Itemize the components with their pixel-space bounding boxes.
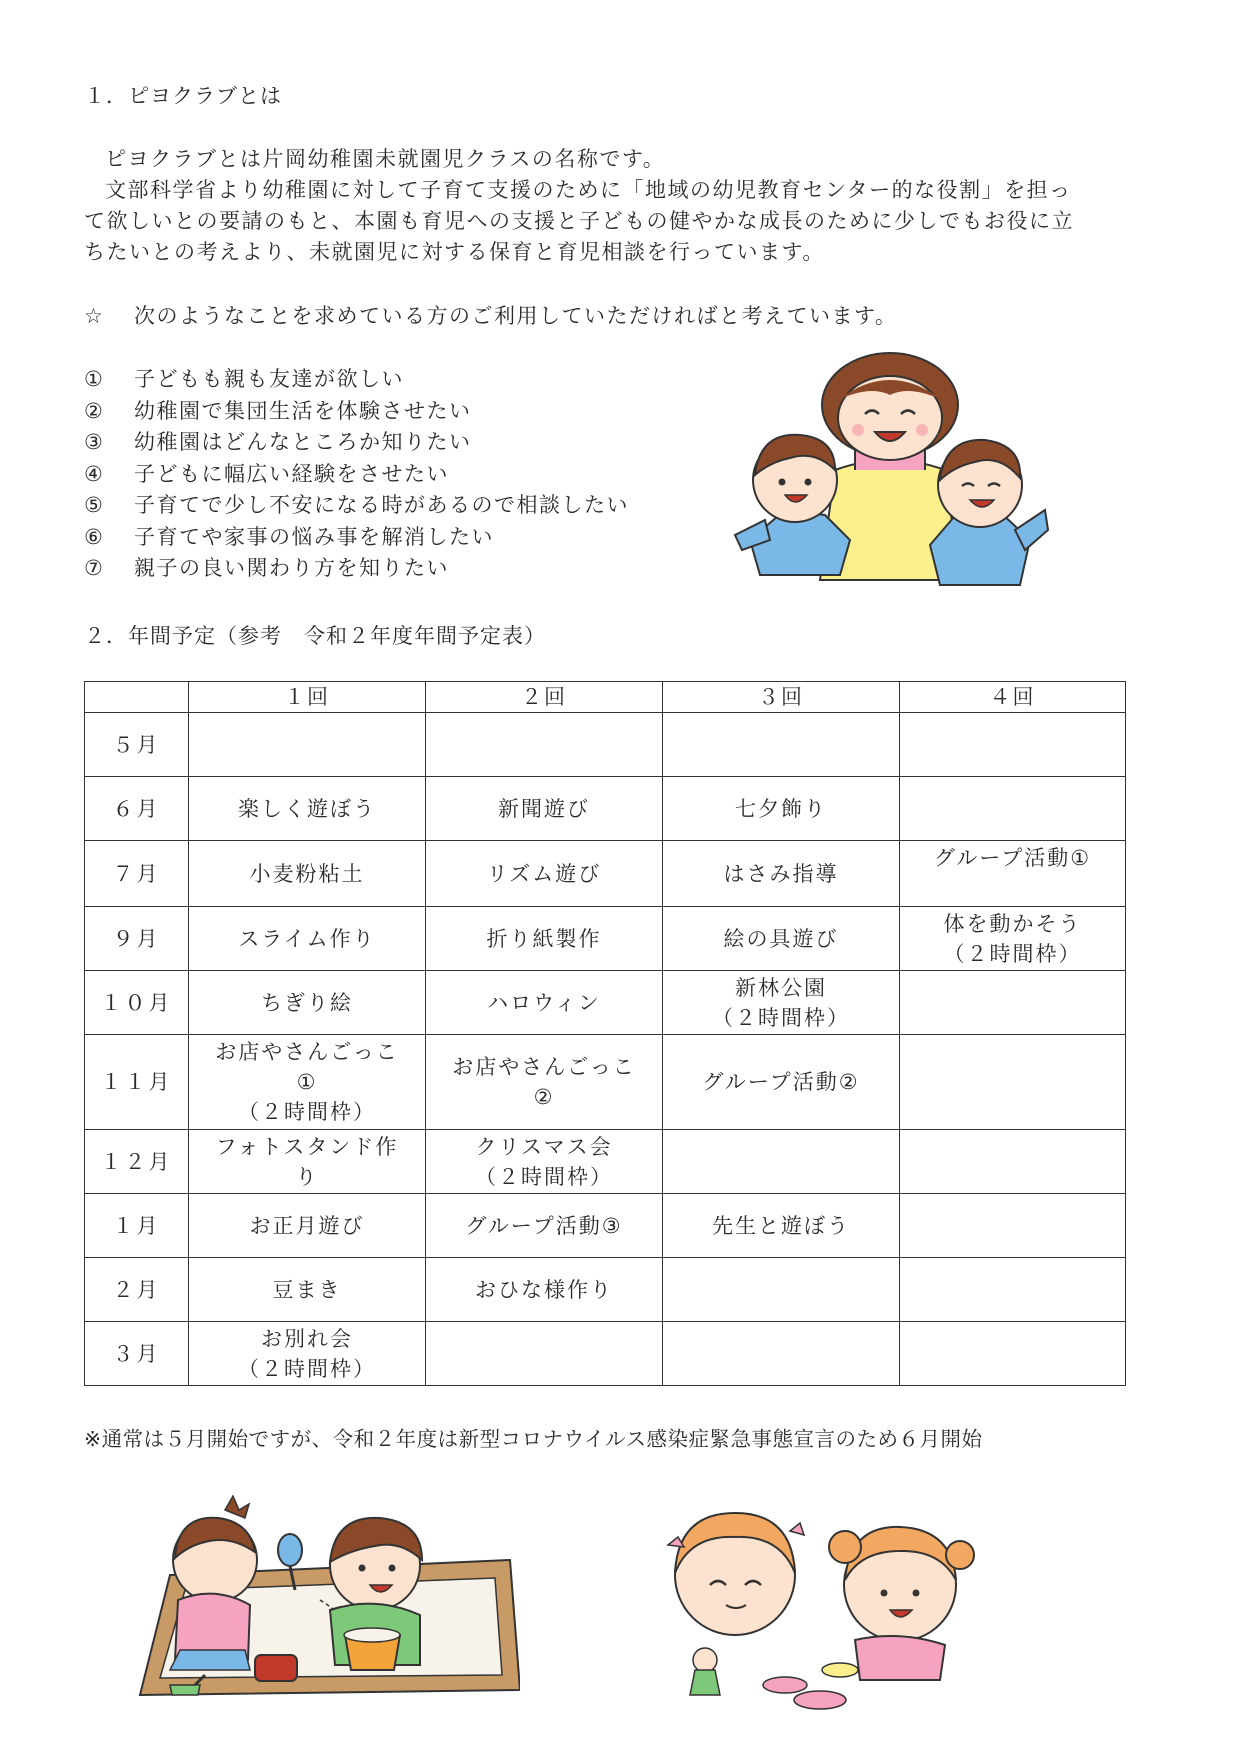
list-item	[84, 522, 629, 554]
table-cell: クリスマス会 （２時間枠）	[426, 1130, 663, 1194]
intro-line: ちたいとの考えより、未就園児に対する保育と育児相談を行っています。	[84, 240, 825, 264]
section-1-heading: １．ピヨクラブとは	[84, 84, 282, 108]
table-cell: リズム遊び	[426, 841, 663, 907]
list-number: ⑥	[84, 524, 105, 549]
list-item	[84, 396, 629, 428]
list-number: ④	[84, 461, 105, 486]
intro-line: ピヨクラブとは片岡幼稚園未就園児クラスの名称です。	[105, 147, 666, 171]
table-row	[85, 713, 1126, 777]
section-2-heading: ２．年間予定（参考 令和２年度年間予定表）	[84, 624, 546, 648]
month-cell: ２月	[85, 1258, 189, 1322]
table-row	[85, 777, 1126, 841]
list-number: ③	[84, 430, 105, 454]
month-cell: １月	[85, 1194, 189, 1258]
table-cell: フォトスタンド作 り	[189, 1130, 426, 1194]
table-cell	[900, 971, 1126, 1035]
table-row	[85, 1035, 1126, 1130]
table-cell: おひな様作り	[426, 1258, 663, 1322]
table-cell	[900, 1194, 1126, 1258]
table-row	[85, 1130, 1126, 1194]
intro-paragraph	[84, 144, 1184, 268]
table-cell: ハロウィン	[426, 971, 663, 1035]
table-cell	[663, 1322, 900, 1386]
header-col-1: １回	[189, 682, 426, 713]
teacher-with-children-illustration	[730, 350, 1050, 620]
table-row	[85, 1194, 1126, 1258]
month-cell: ７月	[85, 841, 189, 907]
month-cell: １０月	[85, 971, 189, 1035]
table-row	[85, 841, 1126, 907]
star-line	[84, 300, 897, 330]
star-icon: ☆	[84, 304, 105, 328]
table-cell	[189, 713, 426, 777]
table-cell: 楽しく遊ぼう	[189, 777, 426, 841]
table-cell: 豆まき	[189, 1258, 426, 1322]
children-in-sandbox-illustration	[130, 1490, 520, 1710]
list-item	[84, 553, 629, 585]
table-row	[85, 971, 1126, 1035]
month-cell: ６月	[85, 777, 189, 841]
list-text: 子育てで少し不安になる時があるので相談したい	[134, 493, 629, 517]
table-cell: 体を動かそう （２時間枠）	[900, 907, 1126, 971]
table-cell: ちぎり絵	[189, 971, 426, 1035]
table-cell	[900, 777, 1126, 841]
table-cell: 小麦粉粘土	[189, 841, 426, 907]
table-cell: 新聞遊び	[426, 777, 663, 841]
list-text: 幼稚園で集団生活を体験させたい	[134, 398, 472, 423]
table-row	[85, 907, 1126, 971]
annual-schedule-table	[84, 681, 1126, 1386]
list-text: 幼稚園はどんなところか知りたい	[134, 430, 472, 454]
table-cell	[900, 713, 1126, 777]
table-cell: 新林公園 （２時間枠）	[663, 971, 900, 1035]
month-cell: ５月	[85, 713, 189, 777]
list-text: 子どもに幅広い経験をさせたい	[134, 461, 449, 486]
table-cell	[663, 713, 900, 777]
month-cell: １２月	[85, 1130, 189, 1194]
table-row	[85, 1258, 1126, 1322]
table-cell	[426, 1322, 663, 1386]
list-item	[84, 427, 629, 459]
intro-line: 文部科学省より幼稚園に対して子育て支援のために「地域の幼児教育センター的な役割」を担っ	[105, 178, 1072, 202]
table-cell: お店やさんごっこ ②	[426, 1035, 663, 1130]
header-blank	[85, 682, 189, 713]
header-col-2: ２回	[426, 682, 663, 713]
month-cell: ３月	[85, 1322, 189, 1386]
list-number: ⑦	[84, 556, 105, 580]
table-cell	[900, 1258, 1126, 1322]
header-col-3: ３回	[663, 682, 900, 713]
table-cell: スライム作り	[189, 907, 426, 971]
table-cell	[900, 1035, 1126, 1130]
list-number: ②	[84, 398, 105, 423]
table-cell	[663, 1130, 900, 1194]
table-cell	[900, 1322, 1126, 1386]
table-cell	[663, 1258, 900, 1322]
table-cell: 折り紙製作	[426, 907, 663, 971]
table-cell: グループ活動③	[426, 1194, 663, 1258]
girls-playing-house-illustration	[640, 1495, 1010, 1715]
table-cell	[426, 713, 663, 777]
table-cell: お別れ会 （２時間枠）	[189, 1322, 426, 1386]
table-cell	[900, 1130, 1126, 1194]
list-item	[84, 364, 629, 396]
table-cell: 七夕飾り	[663, 777, 900, 841]
intro-line: て欲しいとの要請のもと、本園も育児への支援と子どもの健やかな成長のために少しでもお役に立	[84, 209, 1074, 233]
list-number: ⑤	[84, 493, 105, 517]
list-number: ①	[84, 367, 105, 391]
list-text: 子育てや家事の悩み事を解消したい	[134, 524, 494, 549]
table-cell: グループ活動②	[663, 1035, 900, 1130]
table-cell: お店やさんごっこ ① （２時間枠）	[189, 1035, 426, 1130]
table-cell: はさみ指導	[663, 841, 900, 907]
wish-list	[84, 364, 629, 585]
list-item	[84, 490, 629, 522]
table-cell: 先生と遊ぼう	[663, 1194, 900, 1258]
header-col-4: ４回	[900, 682, 1126, 713]
schedule-note: ※通常は５月開始ですが、令和２年度は新型コロナウイルス感染症緊急事態宣言のため６月開始	[84, 1427, 983, 1451]
list-item	[84, 459, 629, 491]
month-cell: １１月	[85, 1035, 189, 1130]
list-text: 親子の良い関わり方を知りたい	[134, 556, 449, 580]
star-line-text: 次のようなことを求めている方のご利用していただければと考えています。	[134, 304, 898, 328]
table-header-row	[85, 682, 1126, 713]
table-cell: グループ活動①	[900, 841, 1126, 907]
table-cell: 絵の具遊び	[663, 907, 900, 971]
table-row	[85, 1322, 1126, 1386]
list-text: 子どもも親も友達が欲しい	[134, 367, 404, 391]
month-cell: ９月	[85, 907, 189, 971]
table-cell: お正月遊び	[189, 1194, 426, 1258]
